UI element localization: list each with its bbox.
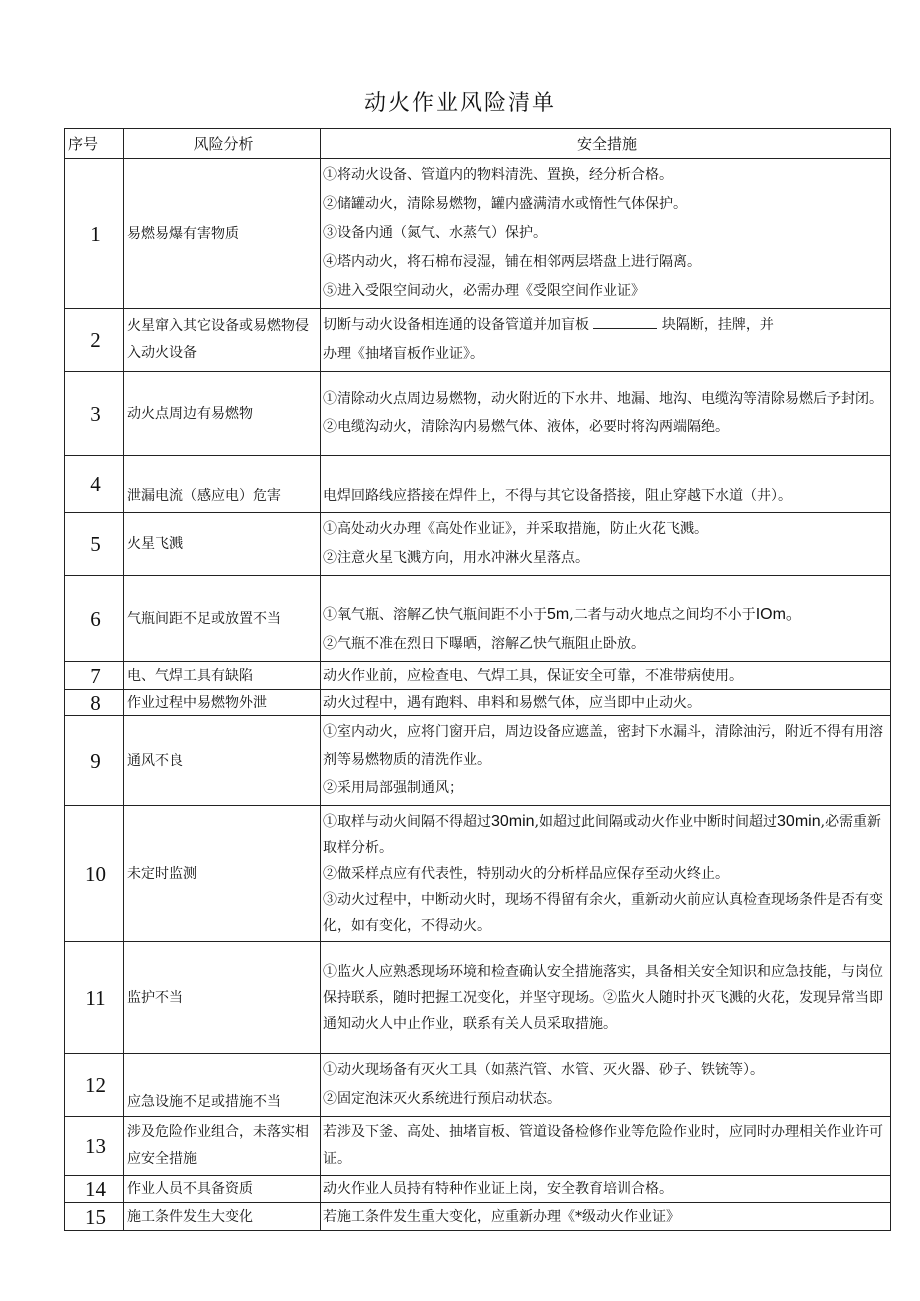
measure-text: ①氧气瓶、溶解乙快气瓶间距不小于 — [323, 607, 547, 623]
measure-text: 必需重新取样分析。 — [323, 813, 882, 856]
table-header-row — [65, 129, 891, 159]
measure-value: 30min — [777, 812, 821, 830]
risk-cell: 应急设施不足或措施不当 — [124, 1054, 321, 1117]
table-row — [65, 806, 891, 942]
measures-cell: 动火过程中，遇有跑料、串料和易燃气体，应当即中止动火。 — [321, 690, 891, 716]
risk-cell: 未定时监测 — [124, 806, 321, 942]
measure-text: 如超过此间隔或动火作业中断时间超过 — [539, 813, 778, 830]
measures-cell — [321, 806, 891, 942]
measures-cell — [321, 576, 891, 662]
measure-line: ②气瓶不准在烈日下曝晒，溶解乙快气瓶阻止卧放。 — [323, 636, 645, 652]
measure-line: ②采用局部强制通风； — [323, 780, 463, 796]
row-number: 1 — [65, 159, 124, 309]
risk-cell: 泄漏电流（感应电）危害 — [124, 456, 321, 513]
measure-line: ⑤进入受限空间动火，必需办理《受限空间作业证》 — [323, 283, 645, 299]
row-number: 7 — [65, 662, 124, 690]
table-row — [65, 372, 891, 456]
measures-cell: 电焊回路线应搭接在焊件上，不得与其它设备搭接，阻止穿越下水道（井）。 — [321, 456, 891, 513]
measure-line: ①将动火设备、管道内的物料清洗、置换，经分析合格。 — [323, 167, 673, 183]
measure-text: 块隔断，挂牌，并 — [661, 317, 774, 333]
measures-cell — [321, 159, 891, 309]
table-row — [65, 1054, 891, 1117]
measure-line: ②固定泡沫灭火系统进行预启动状态。 — [323, 1091, 561, 1107]
risk-cell: 涉及危险作业组合，未落实相应安全措施 — [124, 1117, 321, 1176]
measures-cell: 动火作业人员持有特种作业证上岗，安全教育培训合格。 — [321, 1176, 891, 1203]
row-number: 10 — [65, 806, 124, 942]
measure-value: 5m — [547, 606, 570, 623]
measure-line: ②注意火星飞溅方向，用水冲淋火星落点。 — [323, 550, 589, 566]
header-measures: 安全措施 — [321, 129, 891, 159]
table-row — [65, 1117, 891, 1176]
measures-cell: 若涉及下釜、高处、抽堵盲板、管道设备检修作业等危险作业时，应同时办理相关作业许可证。 — [321, 1117, 891, 1176]
row-number: 4 — [65, 456, 124, 513]
measure-value: 30min — [491, 812, 535, 830]
measure-line — [323, 600, 888, 630]
table-row — [65, 576, 891, 662]
measure-line — [323, 311, 888, 340]
comma: , — [534, 813, 540, 830]
table-row — [65, 716, 891, 806]
measure-line: 办理《抽堵盲板作业证》。 — [323, 346, 484, 362]
measure-line: ①动火现场备有灭火工具（如蒸汽管、水管、灭火器、砂子、铁铳等）。 — [323, 1062, 764, 1078]
row-number: 13 — [65, 1117, 124, 1176]
fill-in-blank — [593, 314, 657, 329]
row-number: 2 — [65, 309, 124, 372]
risk-cell: 施工条件发生大变化 — [124, 1203, 321, 1231]
measure-line: ②储罐动火，清除易燃物，罐内盛满清水或惰性气体保护。 — [323, 196, 687, 212]
table-row — [65, 1203, 891, 1231]
measure-line — [323, 809, 888, 861]
row-number: 12 — [65, 1054, 124, 1117]
row-number: 5 — [65, 513, 124, 576]
measure-line: ①清除动火点周边易燃物，动火附近的下水井、地漏、地沟、电缆沟等清除易燃后予封闭。 — [323, 390, 883, 407]
comma: , — [820, 813, 826, 830]
table-row — [65, 513, 891, 576]
measure-text: 切断与动火设备相连通的设备管道并加盲板 — [323, 317, 589, 333]
table-row — [65, 456, 891, 513]
table-row — [65, 662, 891, 690]
measure-line: ③动火过程中，中断动火时，现场不得留有余火，重新动火前应认真检查现场条件是否有变化，如有变化，不得动火。 — [323, 891, 883, 934]
table-row — [65, 159, 891, 309]
measures-cell: ①监火人应熟悉现场环境和检查确认安全措施落实，具备相关安全知识和应急技能，与岗位保持联系，随时把握工况变化，并坚守现场。②监火人随时扑灭飞溅的火花，发现异常当即通知动火人中止作业，联系有关人员采取措施。 — [321, 942, 891, 1054]
row-number: 15 — [65, 1203, 124, 1231]
row-number: 3 — [65, 372, 124, 456]
measure-line: ①室内动火，应将门窗开启，周边设备应遮盖，密封下水漏斗，清除油污，附近不得有用溶剂等易燃物质的清洗作业。 — [323, 724, 883, 768]
measure-value: IOm。 — [755, 606, 802, 623]
table-row — [65, 1176, 891, 1203]
risk-table — [64, 128, 891, 1231]
table-row — [65, 942, 891, 1054]
risk-cell: 作业过程中易燃物外泄 — [124, 690, 321, 716]
row-number: 9 — [65, 716, 124, 806]
table-row — [65, 690, 891, 716]
risk-cell: 火星窜入其它设备或易燃物侵入动火设备 — [124, 309, 321, 372]
row-number: 14 — [65, 1176, 124, 1203]
risk-cell: 火星飞溅 — [124, 513, 321, 576]
measure-text: ①取样与动火间隔不得超过 — [323, 813, 491, 830]
measure-line: ②电缆沟动火，清除沟内易燃气体、液体，必要时将沟两端隔绝。 — [323, 418, 729, 435]
risk-cell: 动火点周边有易燃物 — [124, 372, 321, 456]
risk-cell: 作业人员不具备资质 — [124, 1176, 321, 1203]
measure-line: ②做采样点应有代表性，特别动火的分析样品应保存至动火终止。 — [323, 865, 729, 882]
risk-cell: 易燃易爆有害物质 — [124, 159, 321, 309]
risk-cell: 通风不良 — [124, 716, 321, 806]
header-no: 序号 — [65, 129, 124, 159]
row-number: 8 — [65, 690, 124, 716]
measure-line: ①高处动火办理《高处作业证》，并采取措施，防止火花飞溅。 — [323, 521, 708, 537]
header-risk: 风险分析 — [124, 129, 321, 159]
measures-cell: 若施工条件发生重大变化，应重新办理《*级动火作业证》 — [321, 1203, 891, 1231]
measures-cell: 动火作业前，应检查电、气焊工具，保证安全可靠，不准带病使用。 — [321, 662, 891, 690]
measures-cell — [321, 716, 891, 806]
measures-cell — [321, 513, 891, 576]
measures-cell — [321, 309, 891, 372]
measures-cell — [321, 1054, 891, 1117]
measure-line: ④塔内动火，将石棉布浸湿，铺在相邻两层塔盘上进行隔离。 — [323, 254, 701, 270]
table-row — [65, 309, 891, 372]
risk-cell: 气瓶间距不足或放置不当 — [124, 576, 321, 662]
page-title: 动火作业风险清单 — [363, 91, 556, 116]
measures-cell — [321, 372, 891, 456]
row-number: 11 — [65, 942, 124, 1054]
risk-cell: 监护不当 — [124, 942, 321, 1054]
measure-line: ③设备内通（氮气、水蒸气）保护。 — [323, 225, 547, 241]
measure-text: 二者与动火地点之间均不小于 — [573, 607, 756, 623]
comma: , — [569, 607, 574, 623]
risk-cell: 电、气焊工具有缺陷 — [124, 662, 321, 690]
row-number: 6 — [65, 576, 124, 662]
